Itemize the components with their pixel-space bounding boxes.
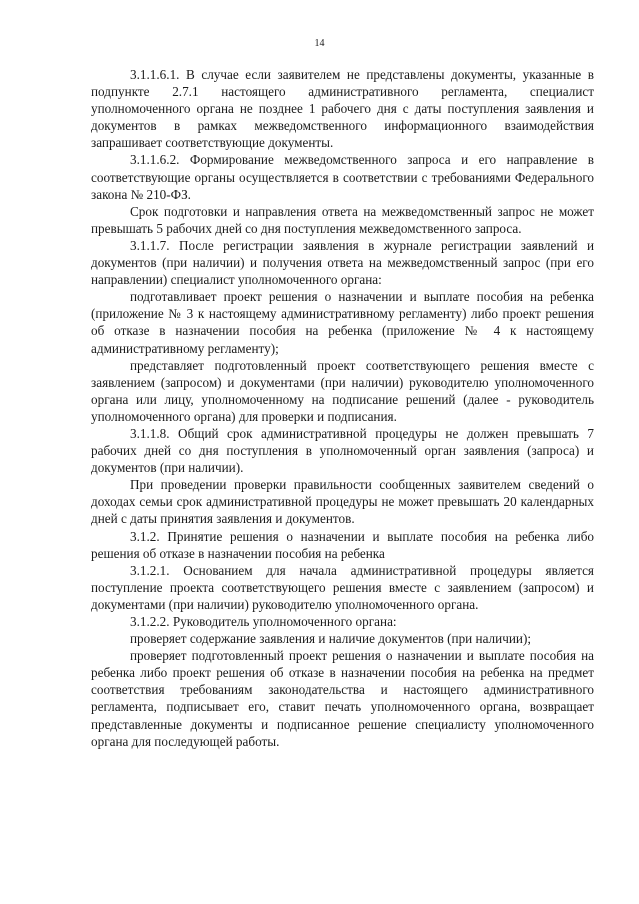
paragraph-3-1-1-6-2: 3.1.1.6.2. Формирование межведомственного запроса и его направление в соответствующие органы осуществляется в соответствии с требованиями Федерального закона № 210-ФЗ.	[91, 152, 594, 202]
paragraph-submits-draft: представляет подготовленный проект соответствующего решения вместе с заявлением (запросом) и документами (при наличии) руководителю уполномоченного органа или лицу, уполномоченному на подписание решений (далее - руководитель уполномоченного органа) для проверки и подписания.	[91, 357, 594, 424]
paragraph-prepares-draft: подготавливает проект решения о назначении и выплате пособия на ребенка (приложение № 3 к настоящему административному регламенту) либо проект решения об отказе в назначении пособия на ребенка (приложение № 4 к настоящему административному регламенту);	[91, 289, 594, 356]
paragraph-3-1-2-2: 3.1.2.2. Руководитель уполномоченного органа:	[130, 614, 397, 629]
paragraph-3-1-2: 3.1.2. Принятие решения о назначении и выплате пособия на ребенка либо решения об отказе в назначении пособия на ребенка	[91, 528, 594, 561]
page-number: 14	[314, 38, 325, 49]
paragraph-3-1-1-6-1: 3.1.1.6.1. В случае если заявителем не представлены документы, указанные в подпункте 2.7.1 настоящего административного регламента, специалист уполномоченного органа не позднее 1 рабочего дня с даты поступления заявления и документов в рамках межведомственного информационного взаимодействия запрашивает соответствующие документы.	[91, 67, 594, 151]
paragraph-3-1-2-1: 3.1.2.1. Основанием для начала административной процедуры является поступление проекта соответствующего решения вместе с заявлением (запросом) и документами (при наличии) руководителю уполномоченного органа.	[91, 562, 594, 612]
paragraph-3-1-1-7: 3.1.1.7. После регистрации заявления в журнале регистрации заявлений и документов (при наличии) и получения ответа на межведомственный запрос (при его направлении) специалист уполномоченного органа:	[91, 237, 594, 288]
paragraph-income-check: При проведении проверки правильности сообщенных заявителем сведений о доходах семьи срок административной процедуры не может превышать 20 календарных дней с даты принятия заявления и документов.	[91, 477, 594, 527]
paragraph-response-deadline: Срок подготовки и направления ответа на межведомственный запрос не может превышать 5 рабочих дней со дня поступления межведомственного запроса.	[91, 203, 594, 236]
document-body	[91, 66, 594, 750]
paragraph-checks-draft: проверяет подготовленный проект решения о назначении и выплате пособия на ребенка либо проект решения об отказе в назначении пособия на ребенка на предмет соответствия требованиям законодательства и настоящего административного регламента, подписывает его, ставит печать уполномоченного органа, возвращает представленные документы и подписанное решение специалисту уполномоченного органа для последующей работы.	[91, 648, 594, 749]
paragraph-3-1-1-8: 3.1.1.8. Общий срок административной процедуры не должен превышать 7 рабочих дней со дня поступления в уполномоченный орган заявления (запроса) и документов (при наличии).	[91, 425, 594, 476]
paragraph-checks-content: проверяет содержание заявления и наличие документов (при наличии);	[130, 631, 531, 647]
